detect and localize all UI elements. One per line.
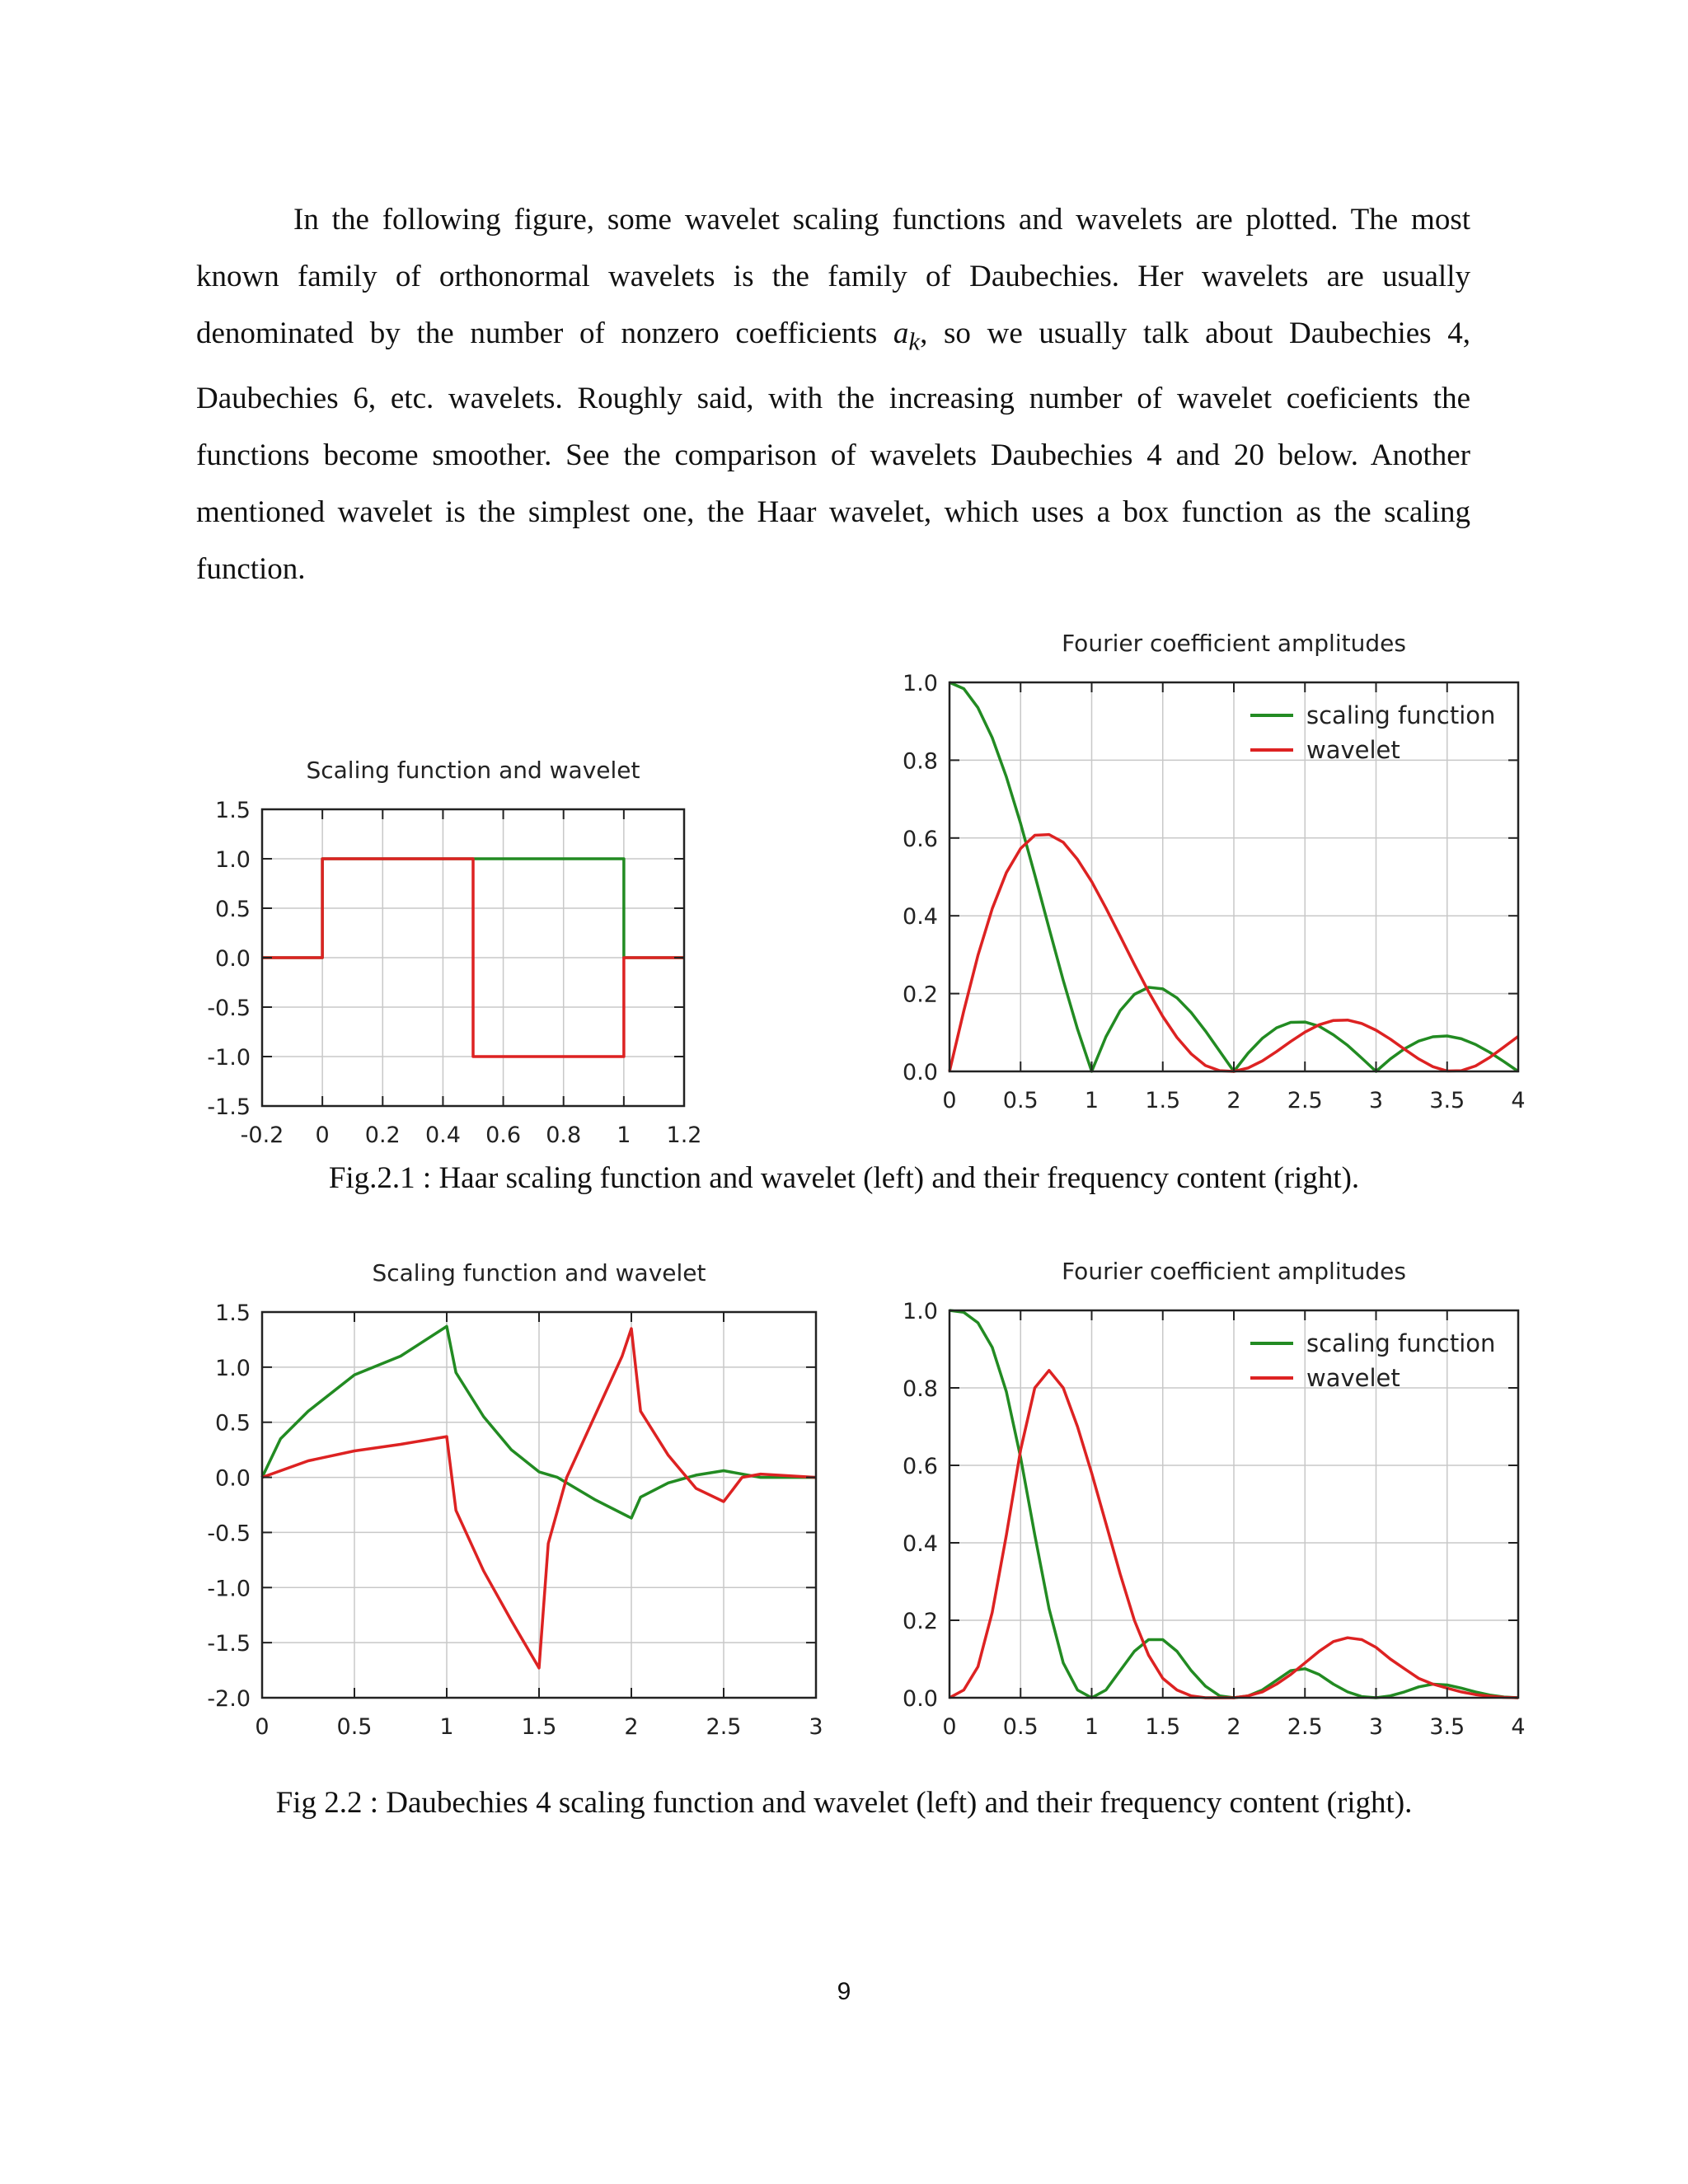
y-tick-label: 0.4 xyxy=(903,1531,938,1557)
legend-label-0: scaling function xyxy=(1306,1329,1496,1357)
x-tick-label: 1 xyxy=(1084,1088,1100,1113)
x-tick-label: 3 xyxy=(1368,1088,1384,1113)
legend-label-0: scaling function xyxy=(1306,701,1496,729)
x-tick-label: 3.5 xyxy=(1429,1714,1465,1740)
x-tick-label: 0.4 xyxy=(424,1122,461,1148)
y-tick-label: 1.0 xyxy=(903,1299,938,1324)
x-tick-label: 2 xyxy=(1226,1714,1241,1740)
y-tick-label: 0.0 xyxy=(215,1465,251,1492)
y-tick-label: -1.5 xyxy=(207,1094,251,1120)
x-tick-label: 3.5 xyxy=(1429,1088,1465,1113)
x-tick-label: 0 xyxy=(942,1714,957,1740)
x-tick-label: 0 xyxy=(255,1714,270,1740)
y-tick-label: 0.0 xyxy=(903,1060,938,1085)
y-tick-label: 0.5 xyxy=(215,897,251,922)
coefficient-subscript: k xyxy=(908,327,921,356)
x-tick-label: 4 xyxy=(1511,1714,1526,1740)
x-tick-label: 0 xyxy=(315,1122,330,1148)
x-tick-label: 1 xyxy=(1084,1714,1100,1740)
x-tick-label: 2.5 xyxy=(1287,1714,1323,1740)
x-tick-label: 1.5 xyxy=(1145,1714,1181,1740)
x-tick-label: 1 xyxy=(617,1122,631,1148)
y-tick-label: -1.0 xyxy=(207,1045,251,1071)
legend-label-1: wavelet xyxy=(1306,736,1400,764)
y-tick-label: 0.8 xyxy=(903,748,938,775)
x-tick-label: 0.6 xyxy=(485,1122,522,1148)
x-tick-label: 0.5 xyxy=(1002,1088,1039,1113)
y-tick-label: -0.5 xyxy=(207,1521,251,1547)
x-tick-label: 0 xyxy=(942,1088,957,1113)
figure-2-1-caption: Fig.2.1 : Haar scaling function and wavelet (left) and their frequency content (right). xyxy=(328,1161,1360,1195)
y-tick-label: 0.0 xyxy=(215,946,251,972)
coefficient-symbol: a xyxy=(893,316,909,350)
chart-title: Scaling function and wavelet xyxy=(306,757,640,784)
x-tick-label: -0.2 xyxy=(240,1122,284,1148)
x-tick-label: 3 xyxy=(1368,1714,1384,1740)
x-tick-label: 2.5 xyxy=(1287,1088,1323,1113)
x-tick-label: 2 xyxy=(1226,1088,1241,1113)
y-tick-label: 0.5 xyxy=(215,1410,251,1436)
chart-title: Fourier coefficient amplitudes xyxy=(1062,630,1406,657)
y-tick-label: 1.0 xyxy=(215,1355,251,1381)
x-tick-label: 1.5 xyxy=(521,1714,557,1740)
y-tick-label: -2.0 xyxy=(207,1686,251,1712)
legend-label-1: wavelet xyxy=(1306,1364,1400,1392)
y-tick-label: 1.0 xyxy=(215,847,251,873)
figure-2-2-caption: Fig 2.2 : Daubechies 4 scaling function and wavelet (left) and their frequency content (right). xyxy=(275,1786,1413,1820)
chart-title: Fourier coefficient amplitudes xyxy=(1062,1258,1406,1285)
y-tick-label: 0.6 xyxy=(903,1454,938,1479)
y-tick-label: 0.4 xyxy=(903,904,938,930)
y-tick-label: 1.0 xyxy=(903,671,938,696)
paragraph-text-2: , so we usually talk about Daubechies 4, Daubechies 6, etc. wavelets. Roughly said, with the increasing number of wavelet coeficients the functions become smoother. See the comparison of wavelets Daubechies 4 and 20 below. Another mentioned wavelet is the simplest one, the Haar wavelet, which uses a box function as the scaling function. xyxy=(196,316,1470,587)
y-tick-label: 1.5 xyxy=(215,1301,251,1326)
y-tick-label: -1.5 xyxy=(207,1631,251,1657)
y-tick-label: 0.0 xyxy=(903,1686,938,1712)
y-tick-label: 0.2 xyxy=(903,982,938,1008)
page-number: 9 xyxy=(837,1978,851,2005)
y-tick-label: -0.5 xyxy=(207,996,251,1021)
x-tick-label: 2.5 xyxy=(706,1714,742,1740)
x-tick-label: 0.5 xyxy=(336,1714,373,1740)
x-tick-label: 1.2 xyxy=(666,1122,702,1148)
chart-title: Scaling function and wavelet xyxy=(372,1259,706,1286)
x-tick-label: 4 xyxy=(1511,1088,1526,1113)
y-tick-label: 0.2 xyxy=(903,1609,938,1634)
y-tick-label: 0.6 xyxy=(903,826,938,852)
x-tick-label: 2 xyxy=(624,1714,639,1740)
x-tick-label: 0.5 xyxy=(1002,1714,1039,1740)
y-tick-label: 1.5 xyxy=(215,798,251,823)
x-tick-label: 1 xyxy=(439,1714,454,1740)
x-tick-label: 3 xyxy=(809,1714,823,1740)
y-tick-label: -1.0 xyxy=(207,1576,251,1602)
paragraph-text-1: In the following figure, some wavelet scaling functions and wavelets are plotted. The most known family of orthonormal wavelets is the family of Daubechies. Her wavelets are usually denominated by the number of nonzero coefficients xyxy=(196,203,1470,350)
x-tick-label: 0.8 xyxy=(546,1122,582,1148)
x-tick-label: 0.2 xyxy=(364,1122,401,1148)
y-tick-label: 0.8 xyxy=(903,1376,938,1402)
x-tick-label: 1.5 xyxy=(1145,1088,1181,1113)
